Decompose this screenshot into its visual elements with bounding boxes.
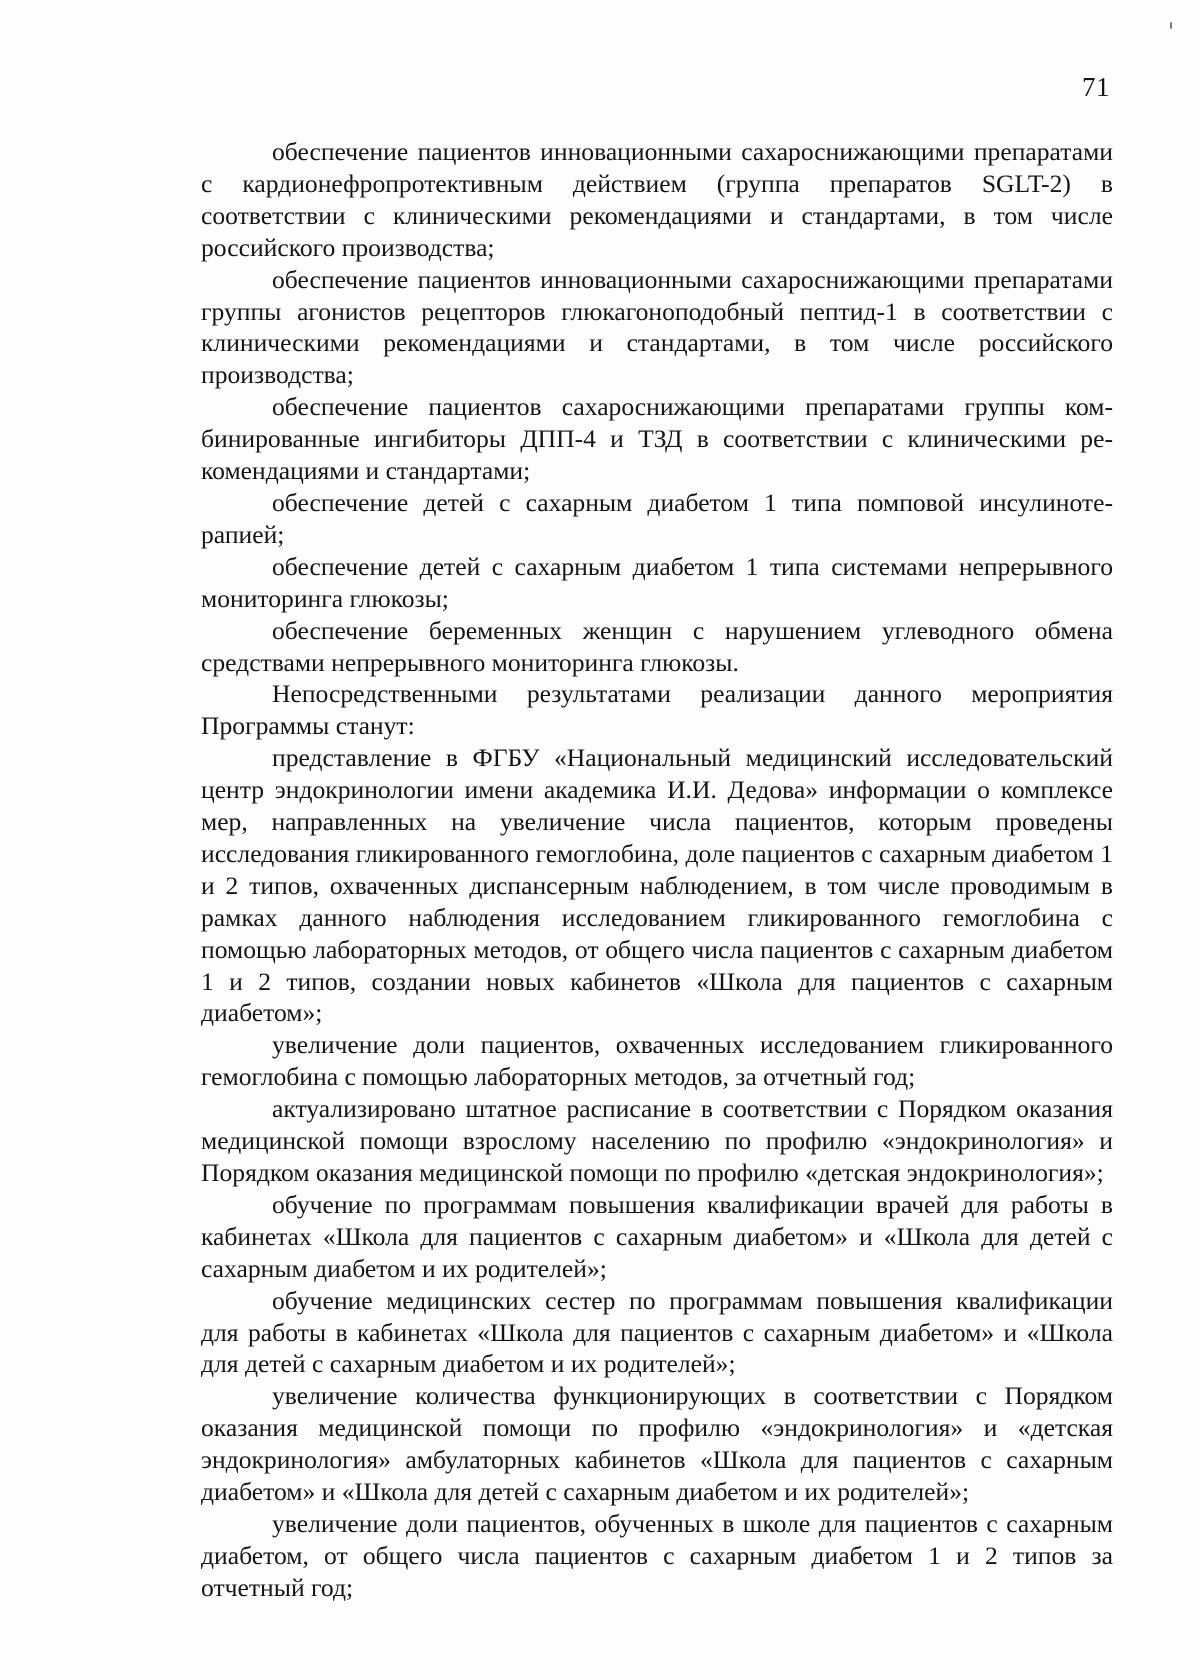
paragraph: обеспечение детей с сахарным диабетом 1 типа помповой инсулинотерапией; [201,487,1113,549]
paragraph: обеспечение пациентов инновационными сахароснижающими препаратами группы агонистов рецепторов глюкагоноподобный пептид-1 в соответствии с клиническими рекомендациями и стандартами, в том числе российского производства; [201,264,1113,390]
paragraph: актуализировано штатное расписание в соответствии с Порядком оказания медицинской помощи взрослому населению по профилю «эндокринология» и Порядком оказания медицинской помощи по профилю «детская эндокринология»; [201,1094,1113,1187]
paragraph: Непосредственными результатами реализации данного мероприятия Программы станут: [201,679,1113,741]
page-number: 71 [1082,72,1110,102]
paragraph: увеличение доли пациентов, охваченных исследованием гликированного гемоглобина с помощью лабораторных методов, за отчетный год; [201,1030,1113,1092]
document-body [201,136,1113,1604]
paragraph: обеспечение детей с сахарным диабетом 1 типа системами непрерывного мониторинга глюкозы; [201,551,1113,613]
paragraph: увеличение доли пациентов, обученных в школе для пациентов с сахарным диабетом, от общего числа пациентов с сахарным диабетом 1 и 2 типов за отчетный год; [201,1508,1113,1602]
paragraph: обучение по программам повышения квалификации врачей для работы в кабинетах «Школа для пациентов с сахарным диабетом» и «Школа для детей с сахарным диабетом и их родителей»; [201,1189,1113,1283]
paragraph: обеспечение беременных женщин с нарушением углеводного обмена средствами непрерывного мониторинга глюкозы. [201,615,1113,677]
paragraph: увеличение количества функционирующих в соответствии с Порядком оказания медицинской помощи по профилю «эндокринология» и «детская эндокринология» амбулаторных кабинетов «Школа для пациентов с сахарным диабетом» и «Школа для детей с сахарным диабетом и их родителей»; [201,1381,1113,1507]
paragraph: обеспечение пациентов сахароснижающими препаратами группы комбинированные ингибиторы ДПП-4 и ТЗД в соответствии с клиническими рекомендациями и стандартами; [201,392,1113,486]
paragraph: обеспечение пациентов инновационными сахароснижающими препаратами с кардионефропротективным действием (группа препаратов SGLT-2) в соответствии с клиническими рекомендациями и стандартами, в том числе российского производства; [201,137,1113,262]
scan-speck [1170,22,1172,29]
paragraph: обучение медицинских сестер по программам повышения квалификации для работы в кабинетах «Школа для пациентов с сахарным диабетом» и «Школа для детей с сахарным диабетом и их родителей»; [201,1285,1113,1379]
paragraph: представление в ФГБУ «Национальный медицинский исследовательский центр эндокринологии имени академика И.И. Дедова» информации о комплексе мер, направленных на увеличение числа пациентов, которым проведены исследования гликированного гемоглобина, доле пациентов с сахарным диабетом 1 и 2 типов, охваченных диспансерным наблюдением, в том числе проводимым в рамках данного наблюдения исследованием гликированного гемоглобина с помощью лабораторных методов, от общего числа пациентов с сахарным диабетом 1 и 2 типов, создании новых кабинетов «Школа для пациентов с сахарным диабетом»; [201,743,1113,1028]
